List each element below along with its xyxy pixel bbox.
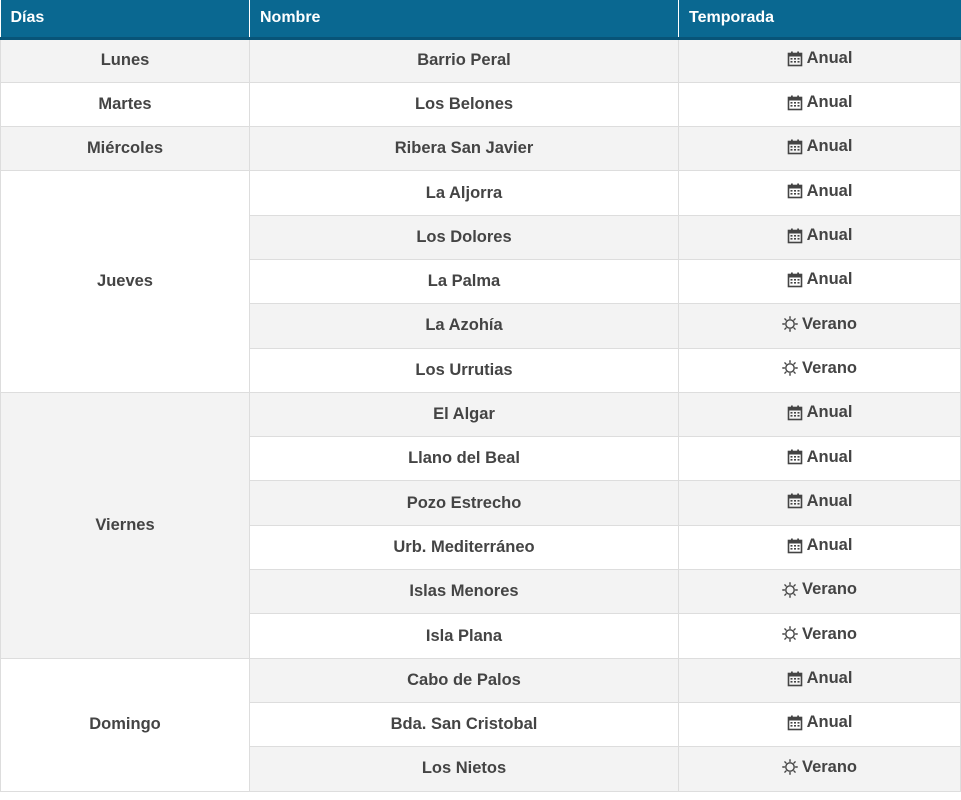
nombre-cell: Los Belones xyxy=(250,82,679,126)
sun-icon xyxy=(782,759,798,775)
nombre-cell: Islas Menores xyxy=(250,570,679,614)
calendar-icon xyxy=(787,715,803,731)
temporada-cell xyxy=(679,127,961,171)
header-dias: Días xyxy=(1,0,250,38)
season-text: Anual xyxy=(806,491,853,510)
nombre-cell: El Algar xyxy=(250,392,679,436)
nombre-cell: La Azohía xyxy=(250,304,679,348)
season-label xyxy=(787,669,853,688)
day-cell: Miércoles xyxy=(1,127,250,171)
nombre-cell: Los Urrutias xyxy=(250,348,679,392)
day-cell: Domingo xyxy=(1,658,250,791)
header-row xyxy=(1,0,961,38)
season-label xyxy=(782,359,857,378)
calendar-icon xyxy=(787,405,803,421)
nombre-cell: Llano del Beal xyxy=(250,437,679,481)
season-text: Verano xyxy=(801,314,858,333)
sun-icon xyxy=(782,626,798,642)
season-label xyxy=(787,137,853,156)
nombre-cell: Los Dolores xyxy=(250,215,679,259)
day-cell: Viernes xyxy=(1,392,250,658)
temporada-cell xyxy=(679,348,961,392)
nombre-cell: Bda. San Cristobal xyxy=(250,702,679,746)
sun-icon xyxy=(782,582,798,598)
nombre-cell: Urb. Mediterráneo xyxy=(250,525,679,569)
table-row xyxy=(1,82,961,126)
temporada-cell xyxy=(679,658,961,702)
table-row xyxy=(1,658,961,702)
temporada-cell xyxy=(679,259,961,303)
season-label xyxy=(787,448,853,467)
temporada-cell xyxy=(679,437,961,481)
table-row xyxy=(1,392,961,436)
calendar-icon xyxy=(787,183,803,199)
season-label xyxy=(787,182,853,201)
season-label xyxy=(787,403,853,422)
season-label xyxy=(782,758,857,777)
season-label xyxy=(787,492,853,511)
nombre-cell: La Aljorra xyxy=(250,171,679,215)
calendar-icon xyxy=(787,139,803,155)
season-text: Verano xyxy=(801,580,858,599)
season-text: Verano xyxy=(801,757,858,776)
day-cell: Martes xyxy=(1,82,250,126)
nombre-cell: Los Nietos xyxy=(250,747,679,791)
header-temporada: Temporada xyxy=(679,0,961,38)
nombre-cell: Isla Plana xyxy=(250,614,679,658)
season-label xyxy=(782,315,857,334)
season-text: Anual xyxy=(806,226,853,245)
nombre-cell: Ribera San Javier xyxy=(250,127,679,171)
table-header xyxy=(1,0,961,38)
calendar-icon xyxy=(787,671,803,687)
temporada-cell xyxy=(679,82,961,126)
temporada-cell xyxy=(679,392,961,436)
season-label xyxy=(787,93,853,112)
header-nombre: Nombre xyxy=(250,0,679,38)
temporada-cell xyxy=(679,215,961,259)
nombre-cell: Pozo Estrecho xyxy=(250,481,679,525)
season-text: Anual xyxy=(806,137,853,156)
season-text: Anual xyxy=(806,713,853,732)
calendar-icon xyxy=(787,538,803,554)
temporada-cell xyxy=(679,525,961,569)
calendar-icon xyxy=(787,95,803,111)
calendar-icon xyxy=(787,449,803,465)
season-text: Anual xyxy=(806,270,853,289)
calendar-icon xyxy=(787,228,803,244)
temporada-cell xyxy=(679,304,961,348)
calendar-icon xyxy=(787,51,803,67)
temporada-cell xyxy=(679,570,961,614)
season-label xyxy=(782,625,857,644)
temporada-cell xyxy=(679,702,961,746)
day-cell: Jueves xyxy=(1,171,250,392)
season-text: Anual xyxy=(806,669,853,688)
season-text: Verano xyxy=(801,624,858,643)
season-label xyxy=(787,49,853,68)
day-cell: Lunes xyxy=(1,38,250,82)
season-label xyxy=(787,713,853,732)
season-label xyxy=(787,536,853,555)
season-text: Anual xyxy=(806,93,853,112)
temporada-cell xyxy=(679,747,961,791)
season-text: Anual xyxy=(806,536,853,555)
season-text: Anual xyxy=(806,49,853,68)
temporada-cell xyxy=(679,171,961,215)
calendar-icon xyxy=(787,272,803,288)
season-text: Anual xyxy=(806,403,853,422)
season-label xyxy=(787,226,853,245)
season-text: Anual xyxy=(806,181,853,200)
sun-icon xyxy=(782,316,798,332)
season-text: Anual xyxy=(806,447,853,466)
sun-icon xyxy=(782,360,798,376)
season-label xyxy=(787,270,853,289)
temporada-cell xyxy=(679,614,961,658)
nombre-cell: Cabo de Palos xyxy=(250,658,679,702)
season-text: Verano xyxy=(801,358,858,377)
calendar-icon xyxy=(787,493,803,509)
nombre-cell: Barrio Peral xyxy=(250,38,679,82)
season-label xyxy=(782,580,857,599)
table-body xyxy=(1,38,961,791)
nombre-cell: La Palma xyxy=(250,259,679,303)
temporada-cell xyxy=(679,38,961,82)
table-row xyxy=(1,127,961,171)
table-row xyxy=(1,171,961,215)
temporada-cell xyxy=(679,481,961,525)
table-row xyxy=(1,38,961,82)
